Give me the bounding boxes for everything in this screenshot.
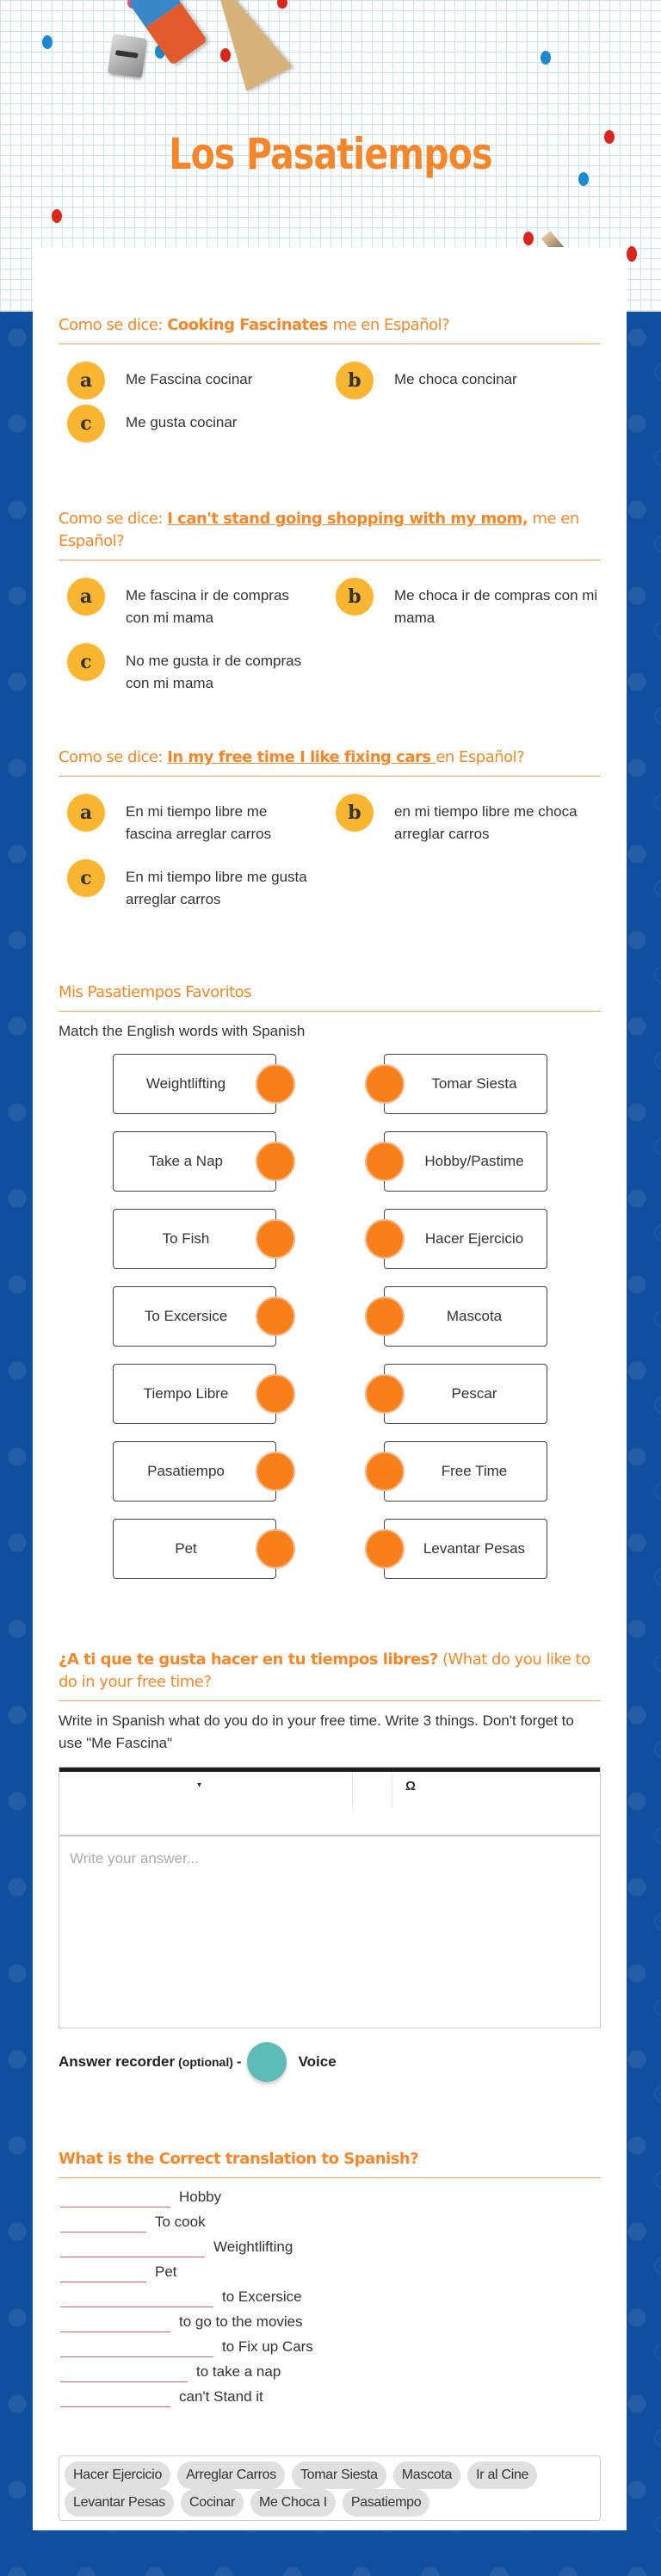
open-question xyxy=(59,1649,601,1755)
question-title xyxy=(59,746,601,777)
word-chip[interactable]: Levantar Pesas xyxy=(65,2489,174,2517)
option-text: No me gusta ir de compras con mi mama xyxy=(126,653,302,691)
match-right-item[interactable] xyxy=(384,1441,547,1502)
option-text: Me Fascina cocinar xyxy=(126,371,253,387)
fill-blanks-section xyxy=(59,2148,601,2412)
recorder-voice-label: Voice xyxy=(298,2053,337,2070)
blank-input[interactable] xyxy=(60,2207,170,2208)
match-text: Pescar xyxy=(451,1385,497,1402)
match-left-item[interactable] xyxy=(113,1054,276,1114)
options-list xyxy=(59,571,601,709)
decor-dot-icon xyxy=(523,232,534,245)
match-connector-dot[interactable] xyxy=(256,1297,295,1336)
match-text: Pasatiempo xyxy=(147,1463,225,1479)
question-2 xyxy=(59,508,601,709)
blank-row xyxy=(59,2362,601,2387)
word-chip[interactable]: Pasatiempo xyxy=(343,2489,430,2517)
question-prefix: Como se dice: xyxy=(59,510,168,528)
option-badge[interactable]: b xyxy=(336,362,374,399)
question-suffix: me en Español? xyxy=(332,316,450,334)
blank-row xyxy=(59,2337,601,2362)
match-right-item[interactable] xyxy=(384,1519,547,1579)
ruler-icon xyxy=(190,0,293,91)
options-list xyxy=(59,787,601,925)
option-badge[interactable]: b xyxy=(336,794,374,832)
word-chip[interactable]: Me Choca I xyxy=(250,2489,336,2517)
option-b[interactable] xyxy=(336,362,594,399)
blank-label: to go to the movies xyxy=(179,2313,303,2330)
blank-row xyxy=(59,2237,601,2262)
match-text: Mascota xyxy=(446,1308,503,1324)
word-chip[interactable]: Hacer Ejercicio xyxy=(65,2461,170,2489)
blank-label: Hobby xyxy=(179,2189,222,2205)
match-connector-dot[interactable] xyxy=(256,1452,295,1491)
option-text: En mi tiempo libre me gusta arreglar carros xyxy=(126,869,307,907)
record-voice-button[interactable] xyxy=(247,2042,287,2082)
match-connector-dot[interactable] xyxy=(365,1297,405,1336)
format-dropdown-caret-icon[interactable]: ▾ xyxy=(197,1780,202,1790)
match-right-item[interactable] xyxy=(384,1286,547,1347)
option-text: Me gusta cocinar xyxy=(126,414,238,430)
match-connector-dot[interactable] xyxy=(365,1452,405,1491)
option-a[interactable] xyxy=(67,794,317,845)
question-suffix: me en Español? xyxy=(59,510,579,550)
blank-label: Pet xyxy=(155,2263,177,2280)
match-text: Hobby/Pastime xyxy=(424,1153,524,1169)
match-right-item[interactable] xyxy=(384,1364,547,1424)
match-left-item[interactable] xyxy=(113,1441,276,1502)
blank-input[interactable] xyxy=(60,2406,170,2407)
word-chip[interactable]: Cocinar xyxy=(181,2489,244,2517)
option-badge[interactable]: a xyxy=(67,362,105,399)
blank-label: To cook xyxy=(155,2214,206,2230)
blank-input[interactable] xyxy=(60,2356,213,2357)
option-b[interactable] xyxy=(336,578,602,629)
matching-title: Mis Pasatiempos Favoritos xyxy=(59,981,601,1012)
match-right-item[interactable] xyxy=(384,1131,547,1192)
option-c[interactable] xyxy=(67,405,325,443)
question-highlight: I can't stand going shopping with my mom, xyxy=(167,510,528,528)
match-text: Weightlifting xyxy=(145,1075,226,1092)
match-text: Free Time xyxy=(441,1463,508,1479)
match-left-item[interactable] xyxy=(113,1209,276,1269)
option-a[interactable] xyxy=(67,362,325,399)
question-prefix: Como se dice: xyxy=(59,748,168,766)
option-text: Me choca concinar xyxy=(394,371,517,387)
match-connector-dot[interactable] xyxy=(365,1142,405,1181)
options-list xyxy=(59,355,601,449)
match-right-item[interactable] xyxy=(384,1209,547,1269)
blank-row xyxy=(59,2287,601,2312)
match-connector-dot[interactable] xyxy=(365,1064,405,1104)
option-badge[interactable]: a xyxy=(67,794,105,832)
word-bank xyxy=(59,2455,601,2521)
word-chip[interactable]: Ir al Cine xyxy=(467,2461,537,2489)
question-highlight: In my free time I like fixing cars xyxy=(167,748,436,766)
option-badge[interactable]: c xyxy=(67,643,105,681)
match-connector-dot[interactable] xyxy=(256,1374,295,1414)
blank-label: to take a nap xyxy=(196,2363,281,2380)
match-text: Tomar Siesta xyxy=(431,1075,517,1092)
question-title xyxy=(59,508,601,560)
option-text: En mi tiempo libre me fascina arreglar carros xyxy=(126,803,272,842)
option-b[interactable] xyxy=(336,794,602,845)
match-right-item[interactable] xyxy=(384,1054,547,1114)
decor-dot-icon xyxy=(52,209,62,223)
match-connector-dot[interactable] xyxy=(256,1064,295,1104)
question-3 xyxy=(59,746,601,925)
match-left-item[interactable] xyxy=(113,1286,276,1347)
title-english: (What do you like to do in your free time? xyxy=(59,1650,590,1691)
option-badge[interactable]: c xyxy=(67,405,105,443)
match-left-item[interactable] xyxy=(113,1364,276,1424)
match-text: Pet xyxy=(175,1540,197,1557)
question-prefix: Como se dice: xyxy=(59,316,168,334)
option-badge[interactable]: b xyxy=(336,578,374,616)
page-title: Los Pasatiempos xyxy=(169,129,492,179)
match-text: Levantar Pesas xyxy=(423,1540,526,1557)
blank-row xyxy=(59,2187,601,2212)
match-left-item[interactable] xyxy=(113,1131,276,1192)
match-text: Hacer Ejercicio xyxy=(424,1230,524,1247)
blank-row xyxy=(59,2312,601,2337)
match-connector-dot[interactable] xyxy=(256,1219,295,1259)
option-a[interactable] xyxy=(67,578,317,629)
blank-input[interactable] xyxy=(60,2331,170,2332)
question-1 xyxy=(59,314,601,449)
blank-row xyxy=(59,2262,601,2287)
option-badge[interactable]: c xyxy=(67,859,105,897)
blank-label: to Fix up Cars xyxy=(222,2338,313,2355)
blank-input[interactable] xyxy=(60,2381,188,2382)
option-c[interactable] xyxy=(67,643,317,695)
match-connector-dot[interactable] xyxy=(365,1374,405,1414)
match-connector-dot[interactable] xyxy=(256,1142,295,1181)
fill-blanks-title: What is the Correct translation to Spanish? xyxy=(59,2148,601,2178)
special-character-icon[interactable]: Ω xyxy=(405,1779,417,1793)
match-text: To Fish xyxy=(162,1230,210,1247)
option-c[interactable] xyxy=(67,859,317,911)
rich-text-editor xyxy=(59,1767,601,2028)
word-chip[interactable]: Mascota xyxy=(393,2461,460,2489)
decor-dot-icon xyxy=(627,246,637,262)
option-text: Me choca ir de compras con mi mama xyxy=(394,587,598,626)
match-connector-dot[interactable] xyxy=(365,1529,405,1569)
worksheet-card xyxy=(33,247,627,2530)
blank-label: to Excersice xyxy=(222,2288,302,2305)
match-connector-dot[interactable] xyxy=(365,1219,405,1259)
match-left-item[interactable] xyxy=(113,1519,276,1579)
sharpener-icon xyxy=(108,34,147,77)
blank-label: can't Stand it xyxy=(179,2388,263,2405)
decor-dot-icon xyxy=(277,0,287,9)
recorder-optional: (optional) xyxy=(178,2055,233,2069)
decor-dot-icon xyxy=(604,130,615,144)
answer-recorder xyxy=(59,2042,337,2082)
question-title xyxy=(59,314,601,344)
blank-row xyxy=(59,2387,601,2412)
question-highlight: Cooking Fascinates xyxy=(167,316,333,334)
match-connector-dot[interactable] xyxy=(256,1529,295,1569)
match-text: Take a Nap xyxy=(149,1153,223,1169)
word-chip[interactable]: Tomar Siesta xyxy=(292,2461,386,2489)
recorder-label: Answer recorder xyxy=(59,2053,176,2070)
recorder-dash: - xyxy=(236,2053,242,2070)
word-chip[interactable]: Arreglar Carros xyxy=(177,2461,285,2489)
open-question-title xyxy=(59,1649,601,1701)
title-spanish: ¿A ti que te gusta hacer en tu tiempos libres? xyxy=(59,1650,438,1669)
matching-section xyxy=(59,981,601,1584)
matching-instructions: Match the English words with Spanish xyxy=(59,1023,306,1039)
question-suffix: en Español? xyxy=(436,748,525,766)
decor-dot-icon xyxy=(42,35,53,49)
option-text: Me fascina ir de compras con mi mama xyxy=(126,587,289,626)
match-text: To Excersice xyxy=(144,1308,228,1324)
option-text: en mi tiempo libre me choca arreglar carros xyxy=(394,803,578,842)
blanks-list xyxy=(59,2187,601,2412)
option-badge[interactable]: a xyxy=(67,578,105,616)
match-text: Tiempo Libre xyxy=(143,1385,229,1402)
blank-label: Weightlifting xyxy=(213,2239,293,2255)
editor-toolbar xyxy=(59,1772,600,1836)
decor-dot-icon xyxy=(541,51,551,65)
blank-row xyxy=(59,2212,601,2237)
open-question-instructions: Write in Spanish what do you do in your free time. Write 3 things. Don't forget to use "Me Fascina" xyxy=(59,1712,574,1751)
answer-textarea[interactable] xyxy=(59,1836,600,2026)
toolbar-divider xyxy=(352,1774,353,1808)
